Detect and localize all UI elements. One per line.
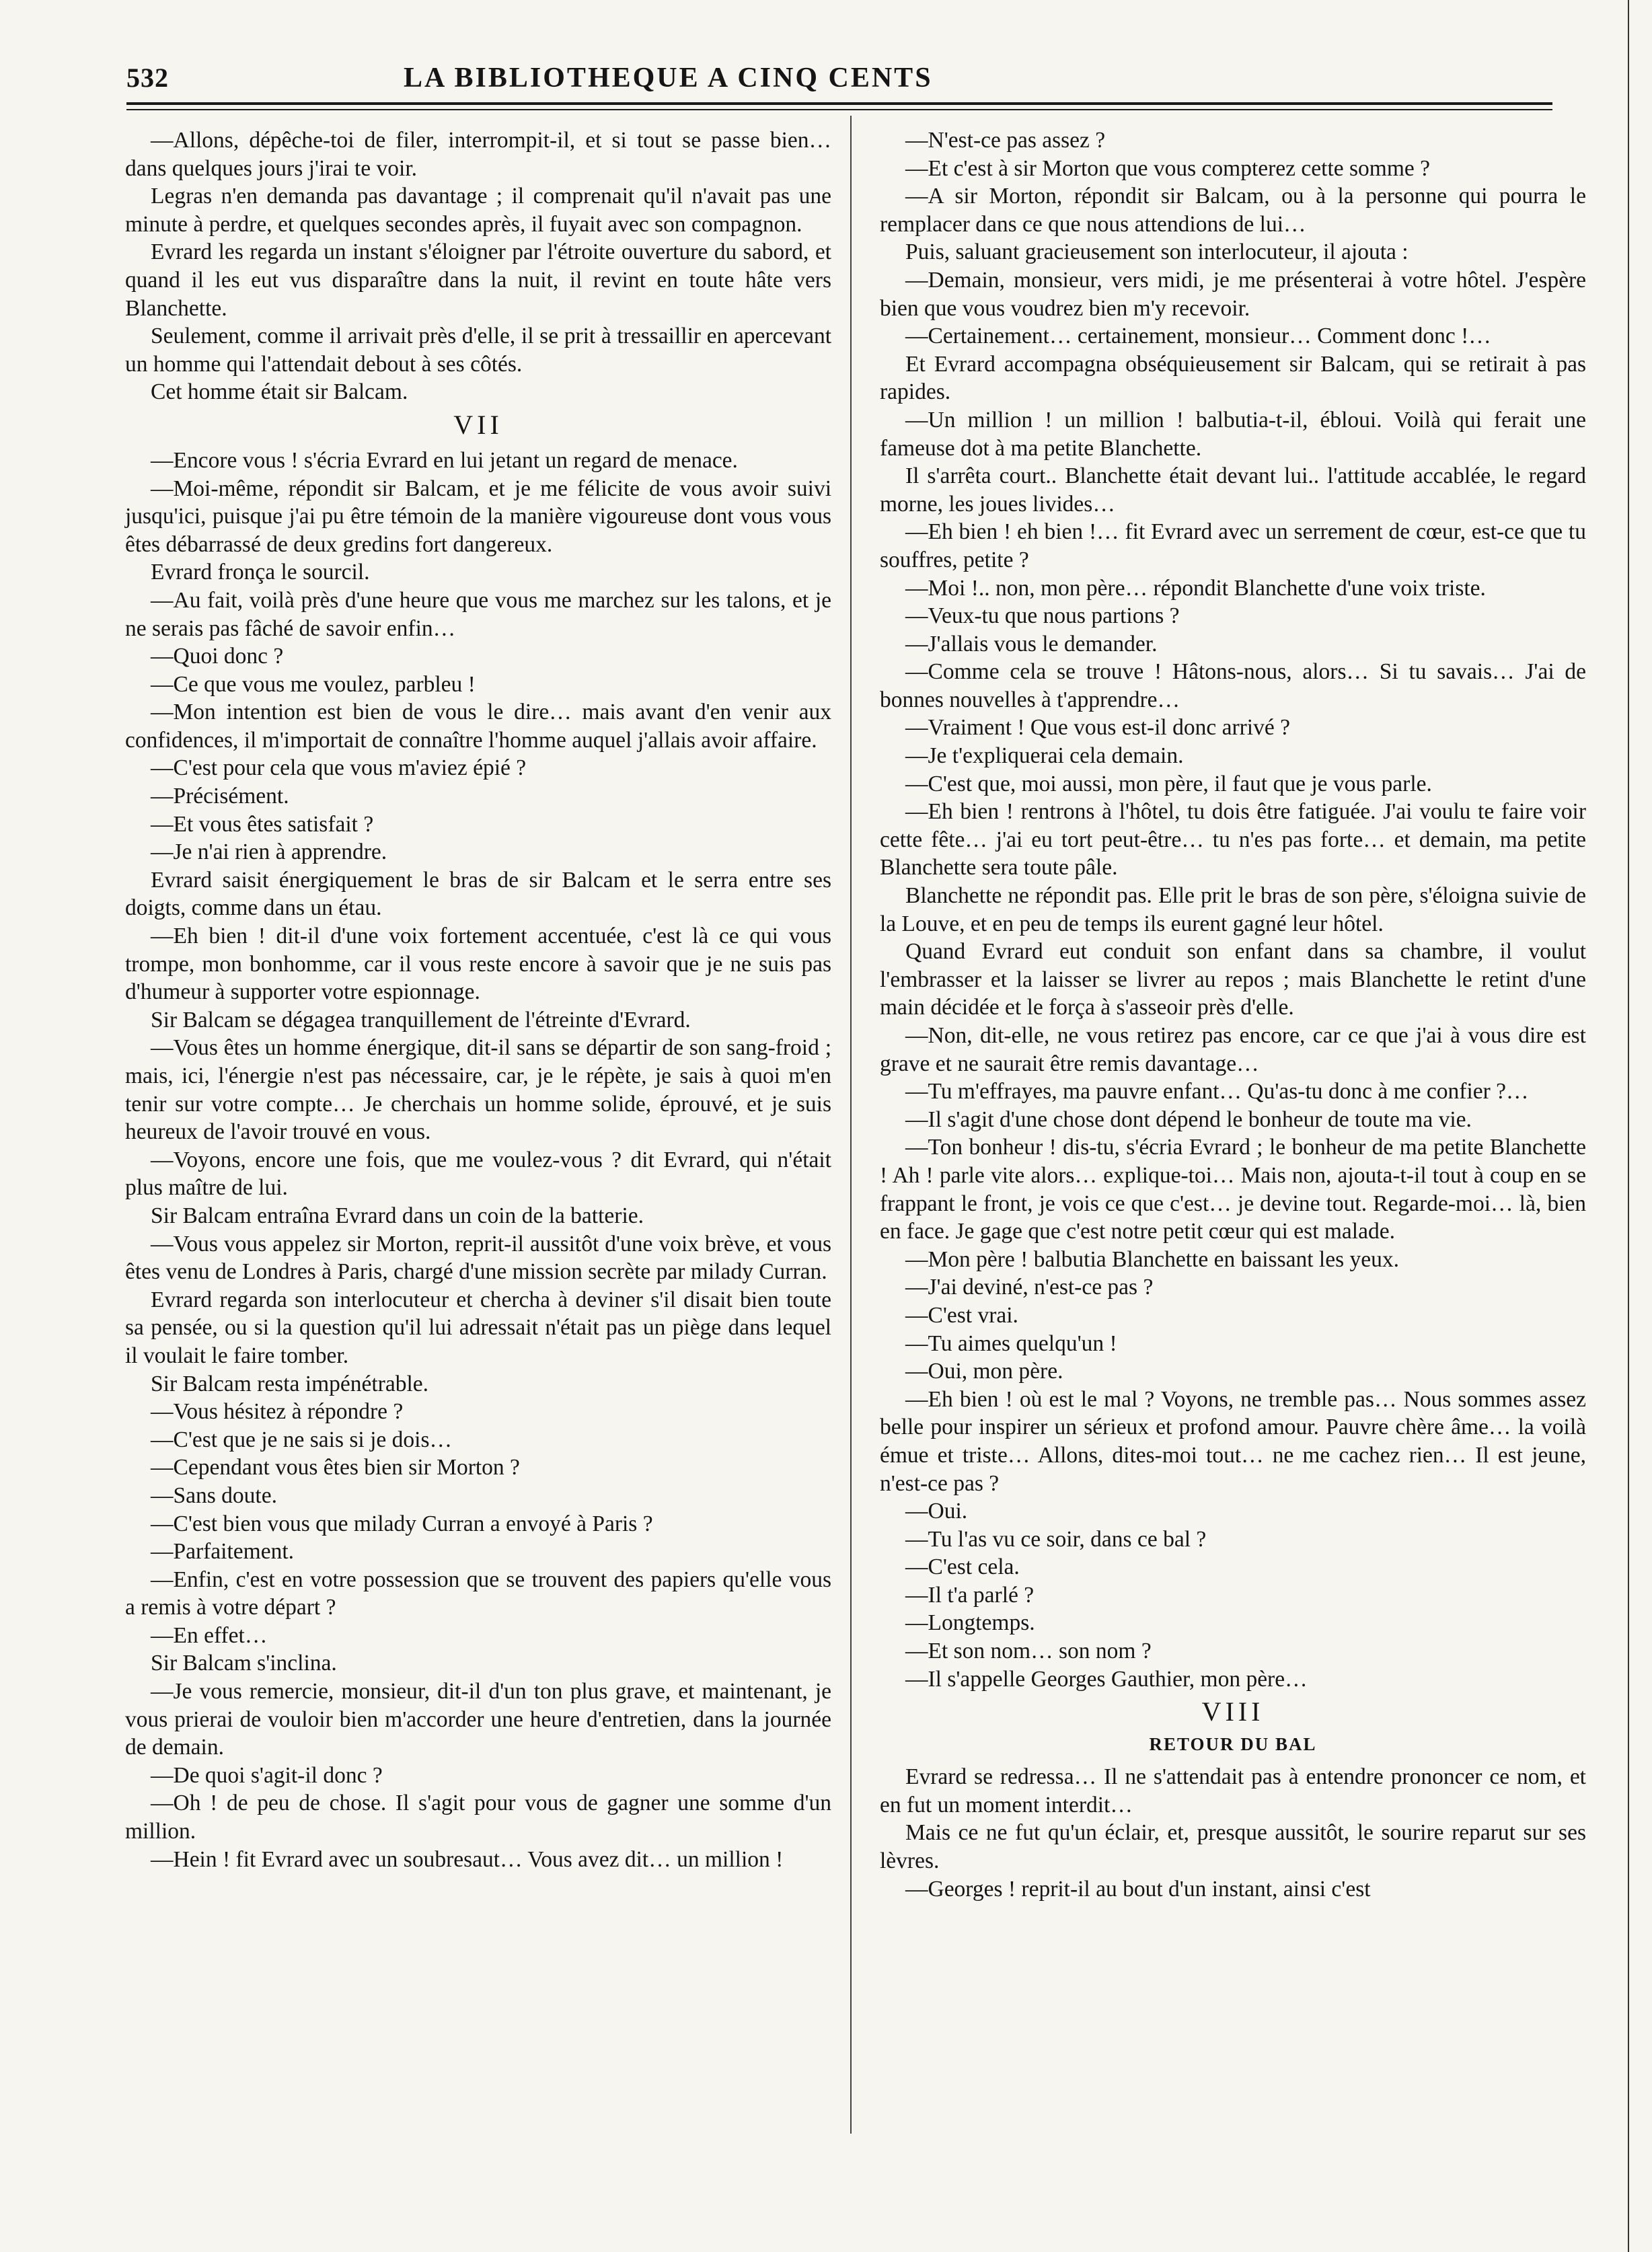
- paragraph: Evrard les regarda un instant s'éloigner par l'étroite ouverture du sabord, et quand il les eut vus disparaître dans la nuit, il revint en toute hâte vers Blanchette.: [125, 239, 831, 321]
- paragraph: —Oh ! de peu de chose. Il s'agit pour vous de gagner une somme d'un million.: [125, 1791, 831, 1844]
- paragraph: Sir Balcam resta impénétrable.: [151, 1371, 429, 1396]
- paragraph: —Cependant vous êtes bien sir Morton ?: [151, 1455, 520, 1480]
- paragraph: —Ton bonheur ! dis-tu, s'écria Evrard ; le bonheur de ma petite Blanchette ! Ah ! parle vite alors… explique-toi… Mais non, ajouta-t-il tout à coup en se frappant le front, je vois ce que c'est… je devine tout. Regarde-moi… là, bien en face. Je gage que c'est notre petit cœur qui est malade.: [880, 1135, 1586, 1244]
- paragraph: —Précisément.: [151, 784, 289, 809]
- paragraph: —Eh bien ! où est le mal ? Voyons, ne tremble pas… Nous sommes assez belle pour inspirer un sérieux et profond amour. Pauvre chère âme… la voilà émue et triste… Allons, dites-moi tout… ne me cachez rien… Il est jeune, n'est-ce pas ?: [880, 1386, 1586, 1496]
- paragraph: —C'est bien vous que milady Curran a envoyé à Paris ?: [151, 1511, 653, 1536]
- paragraph: —Eh bien ! eh bien !… fit Evrard avec un serrement de cœur, est-ce que tu souffres, petite ?: [880, 519, 1586, 572]
- paragraph: —Demain, monsieur, vers midi, je me présenterai à votre hôtel. J'espère bien que vous voudrez bien m'y recevoir.: [880, 267, 1586, 321]
- column-divider: [850, 116, 852, 2134]
- paragraph: —Veux-tu que nous partions ?: [905, 603, 1180, 629]
- paragraph: —Un million ! un million ! balbutia-t-il, ébloui. Voilà qui ferait une fameuse dot à ma petite Blanchette.: [880, 407, 1586, 461]
- paragraph: —Allons, dépêche-toi de filer, interrompit-il, et si tout se passe bien… dans quelques jours j'irai te voir.: [125, 128, 831, 181]
- paragraph: —Hein ! fit Evrard avec un soubresaut… Vous avez dit… un million !: [151, 1846, 784, 1872]
- paragraph: Mais ce ne fut qu'un éclair, et, presque aussitôt, le sourire reparut sur ses lèvres.: [880, 1820, 1586, 1874]
- paragraph: Seulement, comme il arrivait près d'elle, il se prit à tressaillir en apercevant un homme qui l'attendait debout à ses côtés.: [125, 324, 831, 377]
- right-column: [880, 126, 1586, 1903]
- paragraph: —Certainement… certainement, monsieur… Comment donc !…: [905, 324, 1491, 349]
- left-text-before: [125, 126, 831, 406]
- paragraph: —En effet…: [151, 1622, 268, 1648]
- paragraph: —Quoi donc ?: [151, 644, 284, 669]
- page-number: 532: [126, 63, 169, 93]
- paragraph: —Longtemps.: [905, 1610, 1035, 1636]
- paragraph: —Moi-même, répondit sir Balcam, et je me félicite de vous avoir suivi jusqu'ici, puisque j'ai pu être témoin de la manière vigoureuse dont vous vous êtes débarrassé de deux gredins fort dangereux.: [125, 476, 831, 557]
- paragraph: —J'allais vous le demander.: [905, 631, 1158, 656]
- header-rule: [126, 102, 1552, 105]
- chapter-subtitle: RETOUR DU BAL: [1149, 1734, 1317, 1755]
- chapter-heading-vii: VII: [453, 409, 503, 440]
- header-rule-thin: [126, 109, 1552, 110]
- paragraph: —Tu m'effrayes, ma pauvre enfant… Qu'as-tu donc à me confier ?…: [905, 1079, 1529, 1104]
- paragraph: Sir Balcam s'inclina.: [151, 1651, 337, 1676]
- paragraph: —Oui, mon père.: [905, 1359, 1063, 1384]
- paragraph: Quand Evrard eut conduit son enfant dans sa chambre, il voulut l'embrasser et la laisser se livrer au repos ; mais Blanchette le retint d'une main décidée et le força à s'asseoir près d'elle.: [880, 939, 1586, 1020]
- paragraph: —Sans doute.: [151, 1482, 277, 1508]
- paragraph: —Moi !.. non, mon père… répondit Blanchette d'une voix triste.: [905, 575, 1486, 601]
- page-edge-rule: [1628, 0, 1629, 2252]
- paragraph: —J'ai deviné, n'est-ce pas ?: [905, 1275, 1154, 1300]
- paragraph: —Enfin, c'est en votre possession que se trouvent des papiers qu'elle vous a remis à votre départ ?: [125, 1567, 831, 1620]
- paragraph: Cet homme était sir Balcam.: [151, 379, 408, 405]
- paragraph: —Vous vous appelez sir Morton, reprit-il aussitôt d'une voix brève, et vous êtes venu de Londres à Paris, chargé d'une mission secrète par milady Curran.: [125, 1231, 831, 1285]
- right-text-before: [880, 126, 1586, 1693]
- paragraph: —Vraiment ! Que vous est-il donc arrivé ?: [905, 715, 1290, 741]
- paragraph: Evrard fronça le sourcil.: [151, 560, 370, 585]
- left-column: [125, 126, 831, 1873]
- right-text-after: [880, 1763, 1586, 1903]
- paragraph: Sir Balcam se dégagea tranquillement de l'étreinte d'Evrard.: [151, 1007, 691, 1033]
- paragraph: —Non, dit-elle, ne vous retirez pas encore, car ce que j'ai à vous dire est grave et ne saurait être remis davantage…: [880, 1023, 1586, 1076]
- paragraph: —Oui.: [905, 1499, 968, 1524]
- paragraph: —Au fait, voilà près d'une heure que vous me marchez sur les talons, et je ne serais pas fâché de savoir enfin…: [125, 587, 831, 641]
- paragraph: —Parfaitement.: [151, 1539, 295, 1565]
- paragraph: Puis, saluant gracieusement son interlocuteur, il ajouta :: [905, 239, 1409, 265]
- paragraph: Evrard regarda son interlocuteur et chercha à deviner s'il disait bien toute sa pensée, ou si la question qu'il lui adressait n'était pas un piège dans lequel il voulait le faire tomber.: [125, 1287, 831, 1368]
- paragraph: Blanchette ne répondit pas. Elle prit le bras de son père, s'éloigna suivie de la Louve, et en peu de temps ils eurent gagné leur hôtel.: [880, 883, 1586, 936]
- paragraph: —Eh bien ! dit-il d'une voix fortement accentuée, c'est là ce qui vous trompe, mon bonhomme, car il vous reste encore à savoir que je ne suis pas d'humeur à supporter votre espionnage.: [125, 924, 831, 1005]
- paragraph: —Et c'est à sir Morton que vous compterez cette somme ?: [905, 155, 1431, 181]
- paragraph: —C'est que, moi aussi, mon père, il faut que je vous parle.: [905, 771, 1432, 796]
- paragraph: —Je vous remercie, monsieur, dit-il d'un ton plus grave, et maintenant, je vous prierai de vouloir bien m'accorder une heure d'entretien, dans la journée de demain.: [125, 1679, 831, 1760]
- paragraph: —C'est cela.: [905, 1554, 1020, 1580]
- paragraph: —Je n'ai rien à apprendre.: [151, 839, 387, 865]
- paragraph: —Voyons, encore une fois, que me voulez-vous ? dit Evrard, qui n'était plus maître de lui.: [125, 1147, 831, 1201]
- paragraph: Il s'arrêta court.. Blanchette était devant lui.. l'attitude accablée, le regard morne, les joues livides…: [880, 463, 1586, 517]
- paragraph: —De quoi s'agit-il donc ?: [151, 1762, 383, 1788]
- paragraph: —C'est pour cela que vous m'aviez épié ?: [151, 755, 527, 781]
- paragraph: —Il s'appelle Georges Gauthier, mon père…: [905, 1666, 1308, 1692]
- paragraph: —Il t'a parlé ?: [905, 1582, 1035, 1608]
- paragraph: —Ce que vous me voulez, parbleu !: [151, 671, 476, 697]
- left-text-after: [125, 447, 831, 1873]
- paragraph: —Il s'agit d'une chose dont dépend le bonheur de toute ma vie.: [905, 1106, 1472, 1132]
- paragraph: —Comme cela se trouve ! Hâtons-nous, alors… Si tu savais… J'ai de bonnes nouvelles à t'apprendre…: [880, 659, 1586, 712]
- paragraph: —Et vous êtes satisfait ?: [151, 811, 374, 837]
- paragraph: —Georges ! reprit-il au bout d'un instant, ainsi c'est: [905, 1876, 1371, 1902]
- paragraph: Legras n'en demanda pas davantage ; il comprenait qu'il n'avait pas une minute à perdre, et quelques secondes après, il fuyait avec son compagnon.: [125, 184, 831, 237]
- paragraph: —Je t'expliquerai cela demain.: [905, 743, 1184, 769]
- paragraph: Evrard se redressa… Il ne s'attendait pas à entendre prononcer ce nom, et en fut un moment interdit…: [880, 1764, 1586, 1817]
- paragraph: Evrard saisit énergiquement le bras de sir Balcam et le serra entre ses doigts, comme dans un étau.: [125, 867, 831, 921]
- paragraph: —Et son nom… son nom ?: [905, 1639, 1152, 1664]
- chapter-heading-viii: VIII: [1201, 1696, 1265, 1727]
- paragraph: —Vous êtes un homme énergique, dit-il sans se départir de son sang-froid ; mais, ici, l'énergie n'est pas nécessaire, car, je le répète, je sais à quoi m'en tenir sur votre compte… Je cherchais un homme solide, éprouvé, et je suis heureux de l'avoir trouvé en vous.: [125, 1035, 831, 1145]
- paragraph: —Tu aimes quelqu'un !: [905, 1330, 1117, 1356]
- paragraph: —Mon père ! balbutia Blanchette en baissant les yeux.: [905, 1246, 1399, 1272]
- paragraph: —C'est que je ne sais si je dois…: [151, 1427, 452, 1452]
- paragraph: —A sir Morton, répondit sir Balcam, ou à la personne qui pourra le remplacer dans ce que nous attendions de lui…: [880, 184, 1586, 237]
- paragraph: —Vous hésitez à répondre ?: [151, 1399, 404, 1425]
- paragraph: Et Evrard accompagna obséquieusement sir Balcam, qui se retirait à pas rapides.: [880, 351, 1586, 405]
- paragraph: —Tu l'as vu ce soir, dans ce bal ?: [905, 1526, 1207, 1552]
- paragraph: —Mon intention est bien de vous le dire… mais avant d'en venir aux confidences, il m'importait de connaître l'homme auquel j'allais avoir affaire.: [125, 700, 831, 753]
- paragraph: —Encore vous ! s'écria Evrard en lui jetant un regard de menace.: [151, 447, 738, 473]
- paragraph: —C'est vrai.: [905, 1302, 1018, 1328]
- paragraph: —N'est-ce pas assez ?: [905, 128, 1106, 153]
- running-title: LA BIBLIOTHEQUE A CINQ CENTS: [404, 63, 933, 93]
- paragraph: Sir Balcam entraîna Evrard dans un coin de la batterie.: [151, 1203, 644, 1228]
- paragraph: —Eh bien ! rentrons à l'hôtel, tu dois être fatiguée. J'ai voulu te faire voir cette fête… j'ai eu tort peut-être… tu n'es pas forte… et demain, ma petite Blanchette sera toute pâle.: [880, 799, 1586, 880]
